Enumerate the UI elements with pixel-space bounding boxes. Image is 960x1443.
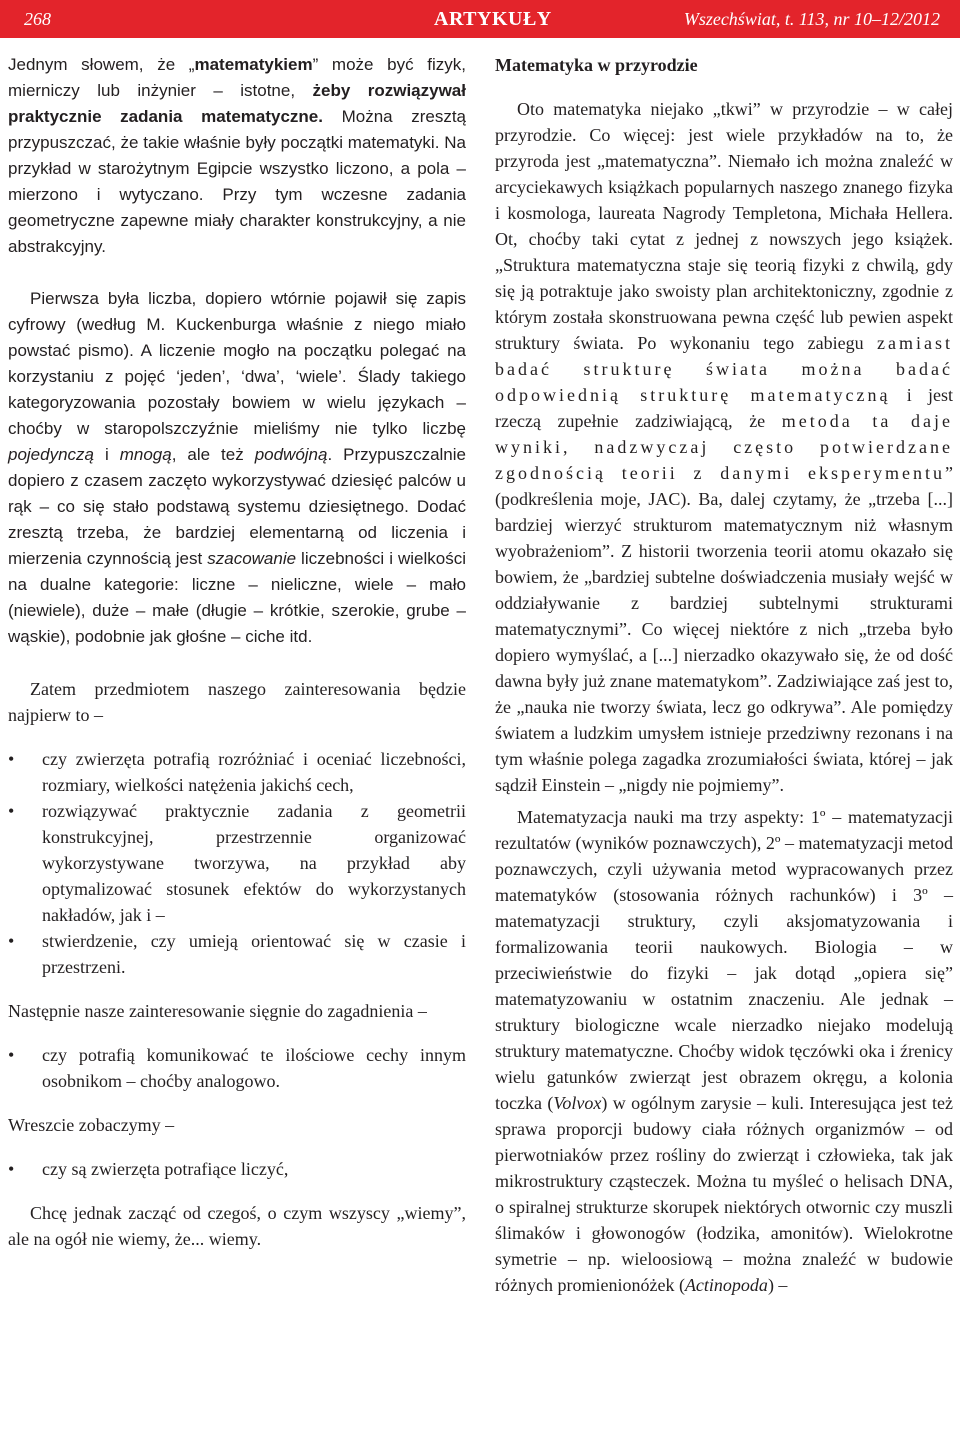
text-run: Można zresztą przypuszczać, że takie właśnie były początki matematyki. Na przykład w starożytnym Egipcie wszystko liczono, a pola – mierzono i wytyczano. Przy tym wczesne zadania geometryczne zapewne miały charakter konstrukcyjny, a nie abstrakcyjny. (8, 107, 466, 256)
section-heading: Matematyka w przyrodzie (495, 55, 698, 75)
list-item-text: czy są zwierzęta potrafiące liczyć, (42, 1159, 289, 1179)
list-item-text: stwierdzenie, czy umieją orientować się w czasie i przestrzeni. (42, 931, 466, 977)
list-item-text: czy zwierzęta potrafią rozróżniać i oceniać liczebności, rozmiary, wielkości natężenia jakichś cech, (42, 749, 466, 795)
right-paragraph-2 (495, 804, 953, 1298)
list-item (8, 746, 466, 798)
emphasized-text: metoda ta daje wyniki, nadzwyczaj często potwierdzane zgodnością teorii z danymi eksperymentu (495, 411, 953, 483)
left-paragraph-5: Wreszcie zobaczymy – (8, 1115, 175, 1135)
text-run: , ale też (171, 445, 255, 464)
list-item (8, 1156, 466, 1182)
bullet-icon: • (8, 749, 15, 769)
left-column (8, 52, 466, 1252)
text-run: Oto matematyka niejako „tkwi” w przyrodzie – w całej przyrodzie. Co więcej: jest wiele przykładów na to, że przyroda jest „matematyczna”. Niemało ich można znaleźć w arcyciekawych książkach popularnych naszego znanego fizyka i kosmologa, laureata Nagrody Templetona, Michała Hellera. Ot, choćby taki cytat z jednej z nowszych jego książek. „Struktura matematyczna staje się teorią fizyki z chwilą, gdy się ją potraktuje jako swoisty plan architektoniczny, zgodnie z którym została skonstruowana pewna część lub pewien aspekt struktury świata. Po wykonaniu tego zabiegu (495, 99, 953, 353)
left-paragraph-6: Chcę jednak zacząć od czegoś, o czym wszyscy „wiemy”, ale na ogół nie wiemy, że... wiemy. (8, 1203, 466, 1249)
text-run: liczebności i wielkości na dualne kategorie: liczne – nieliczne, wiele – mało (niewiele), duże – małe (długie – krótkie, szerokie, grube – wąskie), podobnie jak głośne – ciche itd. (8, 549, 466, 646)
bullet-list-1 (8, 746, 466, 980)
right-paragraph-1 (495, 96, 953, 798)
text-run: i jest rzeczą zupełnie zadziwiającą, że (495, 385, 953, 431)
emphasized-text: zamiast badać strukturę świata można badać odpowiednią strukturę matematyczną (495, 333, 953, 405)
bullet-icon: • (8, 931, 15, 951)
text-run: Matematyzacja nauki ma trzy aspekty: 1º – matematyzacji rezultatów (wyników poznawczych), 2º – matematyzacji metod poznawczych, czyli używania metod wypracowanych przez matematyków (stosowania różnych rachunków) i 3º – matematyzacji struktury, czyli aksjomatyzowania i formalizowania teorii naukowych. Biologia – w przeciwieństwie do fizyki – jak dotąd „opiera się” matematyzowaniu w ostatnim znaczeniu. Ale jednak – struktury biologiczne wcale nierzadko niejako modelują struktury matematyczne. Choćby widok tęczówki oka i źrenicy wielu gatunków zwierząt jest obrazem okręgu, a kolonia toczka ( (495, 807, 953, 1113)
text-run: Jednym słowem, że „ (8, 55, 195, 74)
left-paragraph-3: Zatem przedmiotem naszego zainteresowania będzie najpierw to – (8, 679, 466, 725)
section-title-header: ARTYKUŁY (434, 8, 552, 30)
italic-text: szacowanie (207, 549, 297, 568)
text-run: ” może być fizyk, mierniczy lub inżynier – istotne, (8, 55, 466, 100)
text-run: ” (podkreślenia moje, JAC). Ba, dalej czytamy, że „trzeba [...] bardziej wierzyć strukturom matematycznym niż własnym wyobrażeniom”. Z historii tworzenia teorii atomu okazało się bowiem, że „bardziej subtelne doświadczenia musiały wejść w oddziaływanie z bardziej subtelnymi strukturami matematycznymi”. Co więcej niektóre z nich „trzeba było dopiero wymyślać, a [...] nierzadko okazywało się, że od dość dawna były już znane matematykom”. Zadziwiające zaś jest to, że „nauka nie tworzy świata, lecz go odkrywa”. Ale pomiędzy światem a ludzkim umysłem istnieje przedziwny rezonans i na tym właśnie polega zagadka zrozumiałości świata, której – jak sądził Einstein – „nigdy nie pojmiemy”. (495, 463, 953, 795)
bold-text: żeby rozwiązywał praktycznie zadania matematyczne. (8, 81, 466, 126)
left-paragraph-2 (8, 286, 466, 650)
left-paragraph-1 (8, 52, 466, 260)
italic-text: Volvox (553, 1093, 602, 1113)
text-run: . Przypuszczalnie dopiero z czasem zaczęto wykorzystywać dziesięć palców u rąk – co się stało podstawą systemu dziesiętnego. Dodać zresztą trzeba, że bardziej elementarną od liczenia i mierzenia czynnością jest (8, 445, 466, 568)
list-item (8, 1042, 466, 1094)
italic-text: Actinopoda (684, 1275, 768, 1295)
list-item-text: rozwiązywać praktycznie zadania z geometrii konstrukcyjnej, przestrzennie organizować wykorzystywane tworzywa, na przykład aby optymalizować stosunek efektów do wykorzystanych nakładów, jak i – (42, 801, 466, 925)
text-run: ) w ogólnym zarysie – kuli. Interesująca jest też sprawa proporcji budowy ciała różnych organizmów – od pierwotniaków przez rośliny do zwierząt i człowieka, tak jak mikrostruktury cząsteczek. Można tu myśleć o helisach DNA, o spiralnej strukturze skorupek niektórych otwornic czy muszli ślimaków i głowonogów (łodzika, amonitów). Wielokrotne symetrie – np. wieloosiową – można znaleźć w budowie różnych promienionóżek ( (495, 1093, 953, 1295)
list-item (8, 928, 466, 980)
page-header (0, 0, 960, 38)
left-paragraph-4: Następnie nasze zainteresowanie sięgnie do zagadnienia – (8, 1001, 427, 1021)
bullet-list-3 (8, 1156, 466, 1182)
bullet-list-2 (8, 1042, 466, 1094)
bullet-icon: • (8, 1045, 15, 1065)
bullet-icon: • (8, 801, 15, 821)
italic-text: pojedynczą (8, 445, 95, 464)
italic-text: podwójną (254, 445, 328, 464)
right-column (495, 52, 953, 1298)
bullet-icon: • (8, 1159, 15, 1179)
italic-text: mnogą (119, 445, 172, 464)
journal-citation: Wszechświat, t. 113, nr 10–12/2012 (683, 9, 940, 29)
bold-text: matematykiem (194, 55, 313, 74)
text-run: i (94, 445, 120, 464)
text-run: ) – (767, 1275, 788, 1295)
page-number: 268 (24, 9, 51, 29)
list-item-text: czy potrafią komunikować te ilościowe cechy innym osobnikom – choćby analogowo. (42, 1045, 466, 1091)
list-item (8, 798, 466, 928)
text-run: Pierwsza była liczba, dopiero wtórnie pojawił się zapis cyfrowy (według M. Kuckenburga właśnie z niego miało powstać pismo). A liczenie mogło na początku polegać na korzystaniu z pojęć ‘jeden’, ‘dwa’, ‘wiele’. Ślady takiego kategoryzowania pozostały bowiem w wielu językach – choćby w staropolszczyźnie mieliśmy nie tylko liczbę (8, 289, 466, 438)
